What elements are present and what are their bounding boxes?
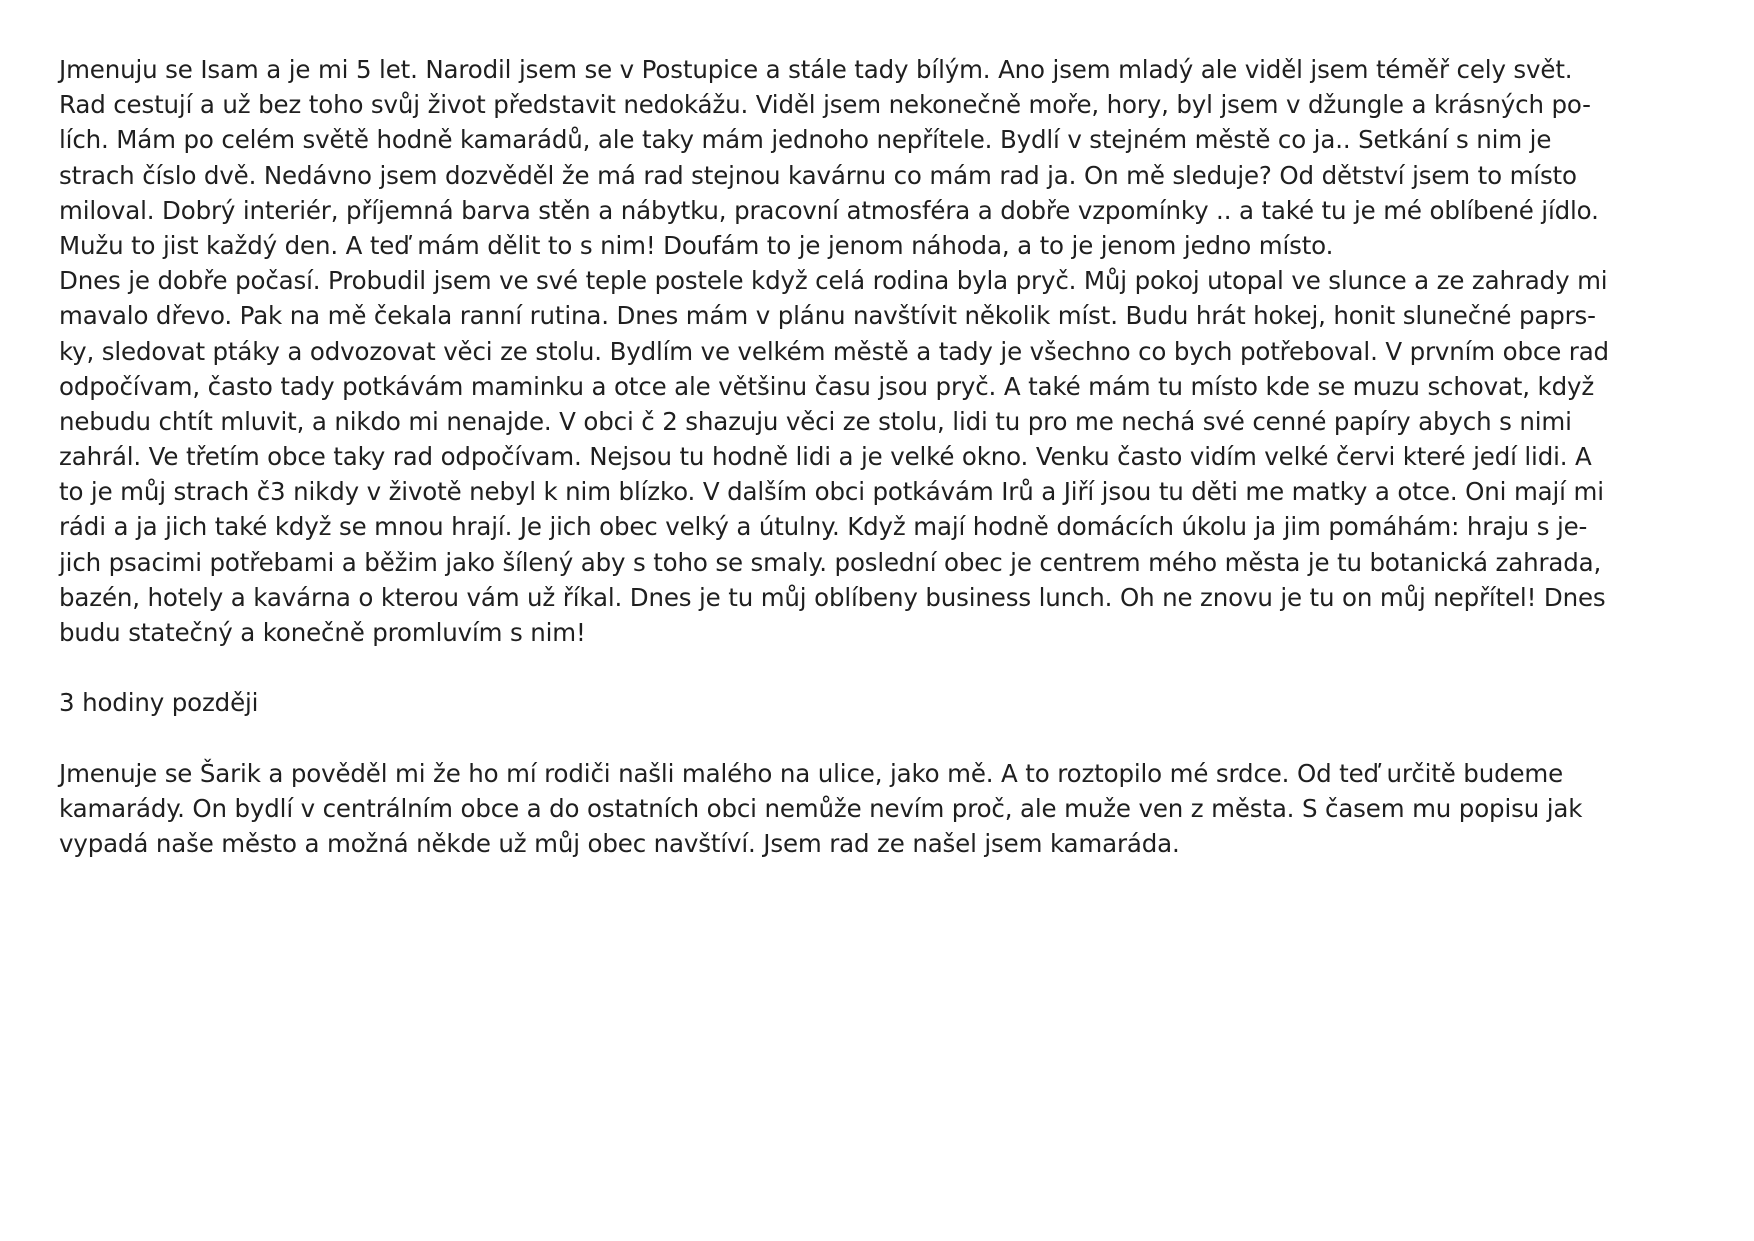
text-line: nebudu chtít mluvit, a nikdo mi nenajde. V obci č 2 shazuju věci ze stolu, lidi tu pro me nechá své cenné papíry abych s nimi (59, 406, 1572, 436)
text-line: Rad cestují a už bez toho svůj život představit nedokážu. Viděl jsem nekonečně moře, hory, byl jsem v džungle a krásných po- (59, 90, 1591, 120)
text-line: Dnes je dobře počasí. Probudil jsem ve své teple postele když celá rodina byla pryč. Můj pokoj utopal ve slunce a ze zahrady mi (59, 266, 1608, 296)
paragraph-2 (59, 263, 1709, 650)
paragraph-1 (59, 52, 1709, 263)
text-line: zahrál. Ve třetím obce taky rad odpočívam. Nejsou tu hodně lidi a je velké okno. Venku často vidím velké červi které jedí lidi. A (59, 442, 1592, 472)
text-line: kamarády. On bydlí v centrálním obce a do ostatních obci nemůže nevím proč, ale muže ven z města. S časem mu popisu jak (59, 793, 1583, 823)
spacer (59, 721, 1709, 756)
paragraph-3 (59, 756, 1709, 862)
text-line: strach číslo dvě. Nedávno jsem dozvěděl že má rad stejnou kavárnu co mám rad ja. On mě sleduje? Od dětství jsem to místo (59, 160, 1577, 190)
text-line: rádi a ja jich také když se mnou hrají. Je jich obec velký a útulny. Když mají hodně domácích úkolu ja jim pomáhám: hraju s je- (59, 512, 1588, 542)
text-line: bazén, hotely a kavárna o kterou vám už říkal. Dnes je tu můj oblíbeny business lunch. Oh ne znovu je tu on můj nepřítel! Dnes (59, 582, 1606, 612)
text-line: mavalo dřevo. Pak na mě čekala ranní rutina. Dnes mám v plánu navštívit několik míst. Budu hrát hokej, honit slunečné paprs- (59, 301, 1596, 331)
interlude: 3 hodiny později (59, 688, 259, 718)
document-body (59, 52, 1709, 861)
text-line: ky, sledovat ptáky a odvozovat věci ze stolu. Bydlím ve velkém městě a tady je všechno co bych potřeboval. V prvním obce rad (59, 336, 1609, 366)
text-line: budu statečný a konečně promluvím s nim! (59, 618, 586, 647)
text-line: miloval. Dobrý interiér, příjemná barva stěn a nábytku, pracovní atmosféra a dobře vzpomínky .. a také tu je mé oblíbené jídlo. (59, 195, 1599, 225)
text-line: Jmenuju se Isam a je mi 5 let. Narodil jsem se v Postupice a stále tady bílým. Ano jsem mladý ale viděl jsem téměř cely svět. (59, 55, 1573, 84)
text-line: to je můj strach č3 nikdy v životě nebyl k nim blízko. V dalším obci potkávám Irů a Jiří jsou tu děti me matky a otce. Oni mají mi (59, 477, 1604, 507)
text-line: Mužu to jist každý den. A teď mám dělit to s nim! Doufám to je jenom náhoda, a to je jenom jedno místo. (59, 230, 1334, 260)
text-line: jich psacimi potřebami a běžim jako šílený aby s toho se smaly. poslední obec je centrem mého města je tu botanická zahrada, (59, 547, 1602, 577)
text-line: odpočívam, často tady potkávám maminku a otce ale většinu času jsou pryč. A také mám tu místo kde se muzu schovat, když (59, 371, 1595, 401)
text-line: vypadá naše město a možná někde už můj obec navštíví. Jsem rad ze našel jsem kamaráda. (59, 829, 1180, 859)
text-line: Jmenuje se Šarik a pověděl mi že ho mí rodiči našli malého na ulice, jako mě. A to roztopilo mé srdce. Od teď určitě budeme (59, 758, 1564, 788)
spacer (59, 650, 1709, 685)
text-line: lích. Mám po celém světě hodně kamarádů, ale taky mám jednoho nepřítele. Bydlí v stejném městě co ja.. Setkání s nim je (59, 125, 1552, 155)
